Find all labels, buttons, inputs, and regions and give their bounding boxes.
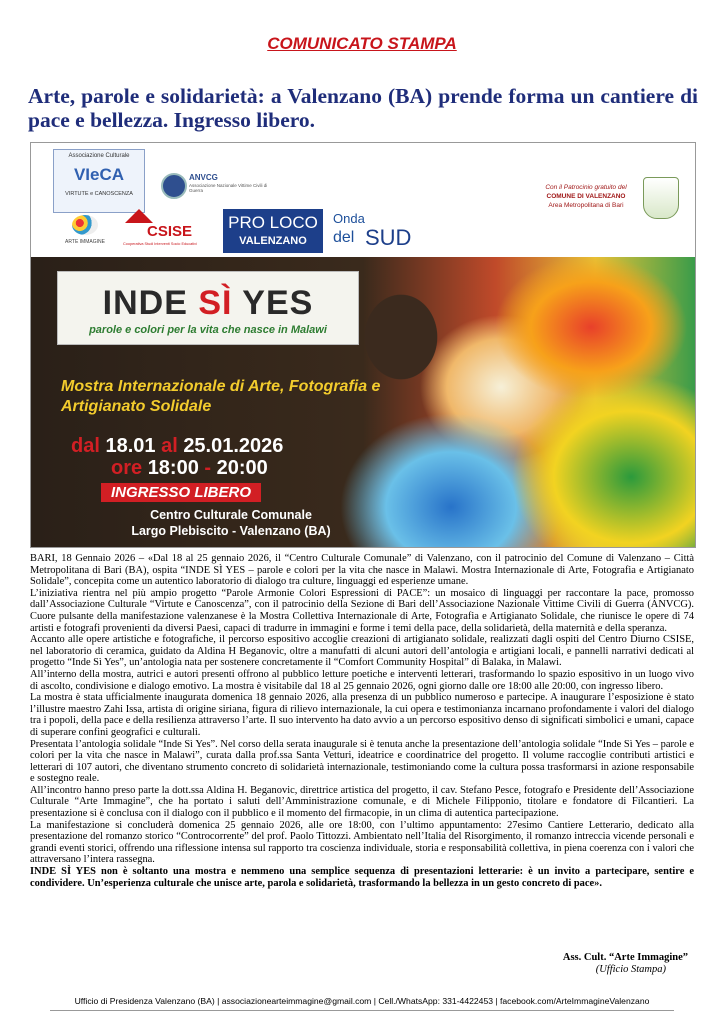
paragraph: All’interno della mostra, autrici e autori presenti offrono al pubblico letture poetiche e interventi letterari, trasformando lo spazio espositivo in un luogo vivo di ascolto, condivisione e dialogo emotivo. La mostra è visitabile dal 18 al 25 gennaio 2026, ogni giorno dalle ore 18:00 alle 20:00, con ingresso libero. xyxy=(30,668,694,692)
house-icon xyxy=(125,209,153,223)
footer-divider xyxy=(50,1010,674,1011)
anvcg-emblem-icon xyxy=(161,173,187,199)
paragraph: Presentata l’antologia solidale “Inde Sì Yes”. Nel corso della serata inaugurale si è tenuta anche la presentazione dell’antologia solidale “Inde Sì Yes – parole e colori per la vita che nasce in Malawi”, curata dalla prof.ssa Santa Vetturi, ideatrice e coordinatrice del progetto. Il volume raccoglie contributi artistici e letterari di 107 autori, che diventano strumento concreto di solidarietà internazionale, testimoniando come la cultura possa trasformarsi in azione responsabile e sostegno reale. xyxy=(30,738,694,785)
vieca-logo: Associazione Culturale VIeCA VIRTUTE e CANOSCENZA xyxy=(53,149,145,213)
sponsor-logos xyxy=(31,143,695,257)
exhibition-name: Mostra Internazionale di Arte, Fotografia e Artigianato Solidale xyxy=(61,378,381,415)
csise-logo: CSISE Cooperativa Studi Interventi Socio Educativi xyxy=(123,209,213,251)
signature: Ass. Cult. “Arte Immagine” (Ufficio Stampa) xyxy=(562,952,688,975)
free-entry-badge: INGRESSO LIBERO xyxy=(101,483,261,502)
page-title: Arte, parole e solidarietà: a Valenzano (BA) prende forma un cantiere di pace e bellezza. Ingresso libero. xyxy=(28,84,698,132)
patrocinio-text: Con il Patrocinio gratuito del COMUNE DI VALENZANO Area Metropolitana di Bari xyxy=(545,184,627,209)
event-venue: Centro Culturale Comunale Largo Plebiscito - Valenzano (BA) xyxy=(131,508,331,538)
palette-icon xyxy=(72,215,98,235)
paragraph: L’iniziativa rientra nel più ampio progetto “Parole Armonie Colori Espressioni di PACE”: un mosaico di linguaggi per raccontare la pace, promosso dall’Associazione Culturale “Virtute e Canoscenza”, con il patrocinio della Sezione di Bari dell’Associazione Nazionale Vittime Civili di Guerra (ANVCG). Cuore pulsante della manifestazione valenzanese è la Mostra Collettiva Internazionale di Arte, Fotografia e Artigianato Solidale, che riunisce le opere di 74 artisti e fotografi provenienti da diversi Paesi, capaci di tradurre in immagini e forme i temi della pace, della solidarietà, della maternità e della speranza. xyxy=(30,587,694,634)
comune-crest-icon xyxy=(643,177,679,219)
paragraph: Accanto alle opere artistiche e fotografiche, il percorso espositivo accoglie creazioni di artigianato solidale, realizzati dagli ospiti del Centro Diurno CSISE, nel laboratorio di ceramica, guidato da Aldina H Beganovic, oltre a manufatti di alcuni autori dell’antologia e artigiani locali, e pannelli narrativi dedicati al progetto “Inde Sì Yes”, un’antologia nata per sostenere concretamente il “Comfort Community Hospital” di Balaka, in Malawi. xyxy=(30,634,694,669)
footer: Ufficio di Presidenza Valenzano (BA) | associazionearteimmagine@gmail.com | Cell./WhatsApp: 331-4422453 | facebook.com/ArteImmagineValenzano xyxy=(74,996,650,1006)
event-subtitle: parole e colori per la vita che nasce in Malawi xyxy=(89,324,327,336)
anvcg-logo: ANVCG Associazione Nazionale Vittime Civili di Guerra xyxy=(161,171,271,201)
paragraph: All’incontro hanno preso parte la dott.ssa Aldina H. Beganovic, direttrice artistica del progetto, il cav. Stefano Pesce, fotografo e Presidente dell’Associazione Culturale “Arte Immagine”, che ha portato i saluti dell’Amministrazione comunale, e di Michele Filipponio, titolare e fondatore di Filcantieri. La presentazione si è conclusa con il dialogo con il pubblico e il momento del firmacopie, in un clima di autentica partecipazione. xyxy=(30,784,694,820)
arte-immagine-logo: ARTE IMMAGINE xyxy=(53,215,117,253)
event-dates: dal 18.01 al 25.01.2026 ore 18:00 - 20:00 xyxy=(71,435,284,479)
paragraph: BARI, 18 Gennaio 2026 – «Dal 18 al 25 gennaio 2026, il “Centro Culturale Comunale” di Valenzano, con il patrocinio del Comune di Valenzano – Città Metropolitana di Bari (BA), ospita “INDE SÌ YES – parole e colori per la vita che nasce in Malawi. Mostra Internazionale di Arte, Fotografia e Artigianato Solidale”, concepita come un autentico laboratorio di dialogo tra culture, linguaggi ed esperienze umane. xyxy=(30,553,694,588)
event-title-box xyxy=(57,271,359,345)
poster-artwork xyxy=(31,257,695,547)
proloco-logo: PRO LOCO VALENZANO xyxy=(223,209,323,253)
article-body xyxy=(30,553,694,889)
onda-del-sud-logo: Onda del SUD xyxy=(333,211,412,250)
event-title: INDE SÌ YES xyxy=(102,284,314,322)
press-release-header: COMUNICATO STAMPA xyxy=(267,34,457,53)
paragraph: La manifestazione si concluderà domenica 25 gennaio 2026, alle ore 18:00, con l’ultimo appuntamento: 27esimo Cantiere Letterario, dedicato alla presentazione del romanzo storico “Controcorrente” del prof. Paolo Tittozzi. Ambientato nell’Italia del Risorgimento, il romanzo intreccia vicende personali e grandi eventi storici, offrendo una riflessione intensa sul rapporto tra coscienza individuale, storia e responsabilità collettiva, in piena coerenza con i valori che attraversano l’intera rassegna. xyxy=(30,819,694,866)
event-poster xyxy=(30,142,696,548)
paragraph: La mostra è stata ufficialmente inaugurata domenica 18 gennaio 2026, alla presenza di un pubblico numeroso e partecipe. A inaugurare l’esposizione è stato l’illustre maestro Zahi Issa, artista di origine siriana, figura di rilievo internazionale, la cui opera e testimonianza incarnano profondamente i valori del dialogo tra i popoli, della pace e della resilienza attraverso l’arte. Il suo intervento ha dato avvio a un percorso espositivo denso di significati simbolici e umani, capace di superare confini geografici e culturali. xyxy=(30,692,694,738)
paragraph: INDE SÌ YES non è soltanto una mostra e nemmeno una semplice sequenza di presentazioni letterarie: è un invito a partecipare, sentire e condividere. Un’esperienza culturale che unisce arte, parola e solidarietà, trasformando la bellezza in un gesto concreto di pace». xyxy=(30,866,694,889)
